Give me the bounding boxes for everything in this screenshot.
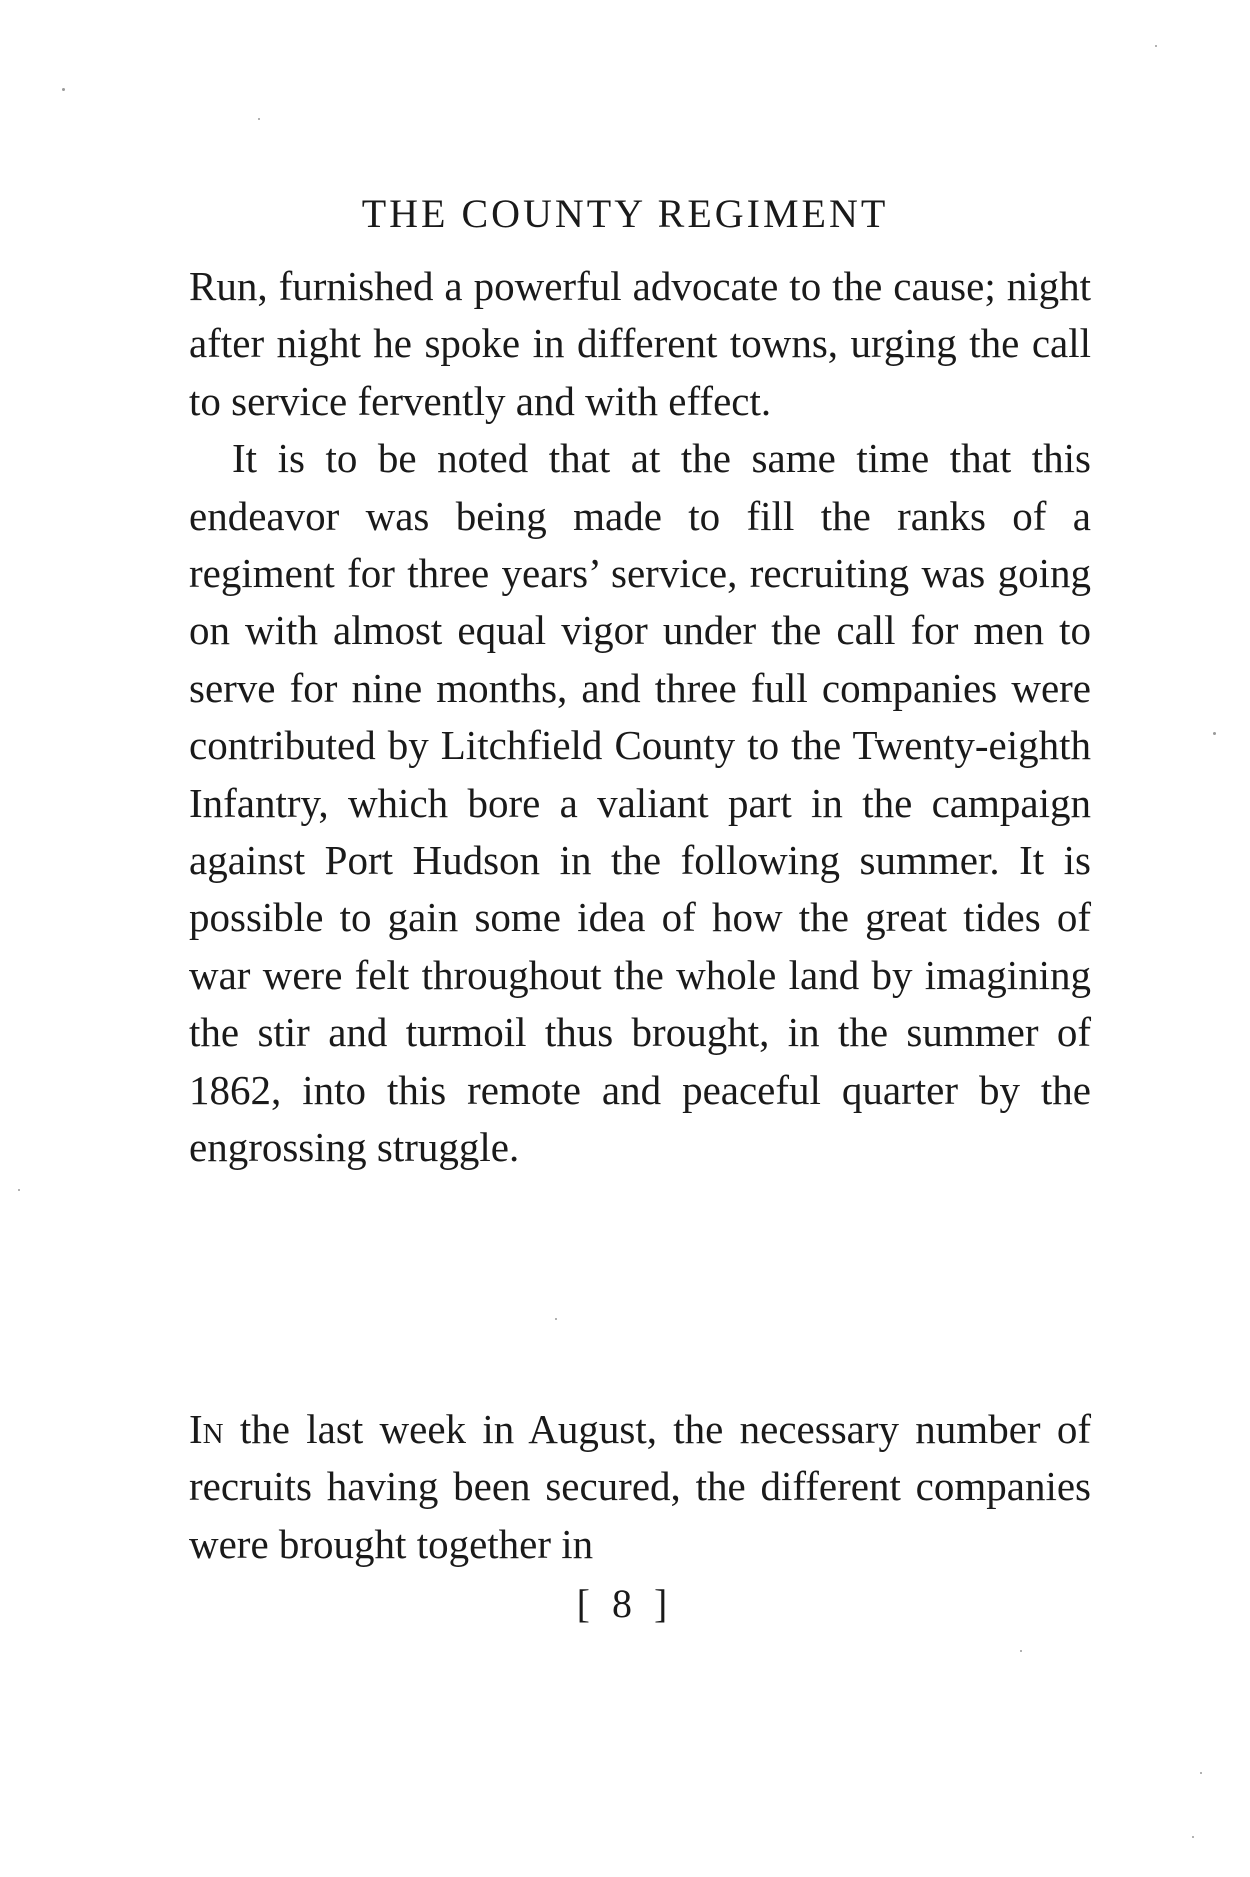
- scan-speck: [1213, 732, 1216, 735]
- text-block-lower: [189, 1401, 1091, 1573]
- paragraph-lead-word: In: [189, 1406, 224, 1452]
- scan-speck: [1020, 1650, 1022, 1652]
- text-block-upper: [189, 258, 1091, 1177]
- scan-speck: [62, 88, 65, 91]
- scan-speck: [555, 1318, 557, 1320]
- scan-speck: [1155, 45, 1157, 47]
- scan-speck: [18, 1189, 20, 1191]
- page-number: [ 8 ]: [576, 1581, 674, 1626]
- paragraph-continued: Run, furnished a powerful advocate to the cause; night after night he spoke in different towns, urging the call to service fervently and with effect.: [189, 263, 1091, 424]
- paragraph-august: [189, 1401, 1091, 1573]
- scan-speck: [1192, 1836, 1194, 1838]
- scan-speck: [1200, 1772, 1202, 1774]
- running-head: THE COUNTY REGIMENT: [361, 191, 889, 236]
- paragraph-august-text: the last week in August, the necessary number of recruits having been secured, the different companies were brought together in: [189, 1406, 1091, 1567]
- scan-speck: [258, 118, 260, 120]
- paragraph-recruiting: It is to be noted that at the same time that this endeavor was being made to fill the ranks of a regiment for three years’ service, recruiting was going on with almost equal vigor under the call for men to serve for nine months, and three full companies were contributed by Litchfield County to the Twenty-eighth Infantry, which bore a valiant part in the campaign against Port Hudson in the following summer. It is possible to gain some idea of how the great tides of war were felt throughout the whole land by imagining the stir and turmoil thus brought, in the summer of 1862, into this remote and peaceful quarter by the engrossing struggle.: [189, 435, 1091, 1171]
